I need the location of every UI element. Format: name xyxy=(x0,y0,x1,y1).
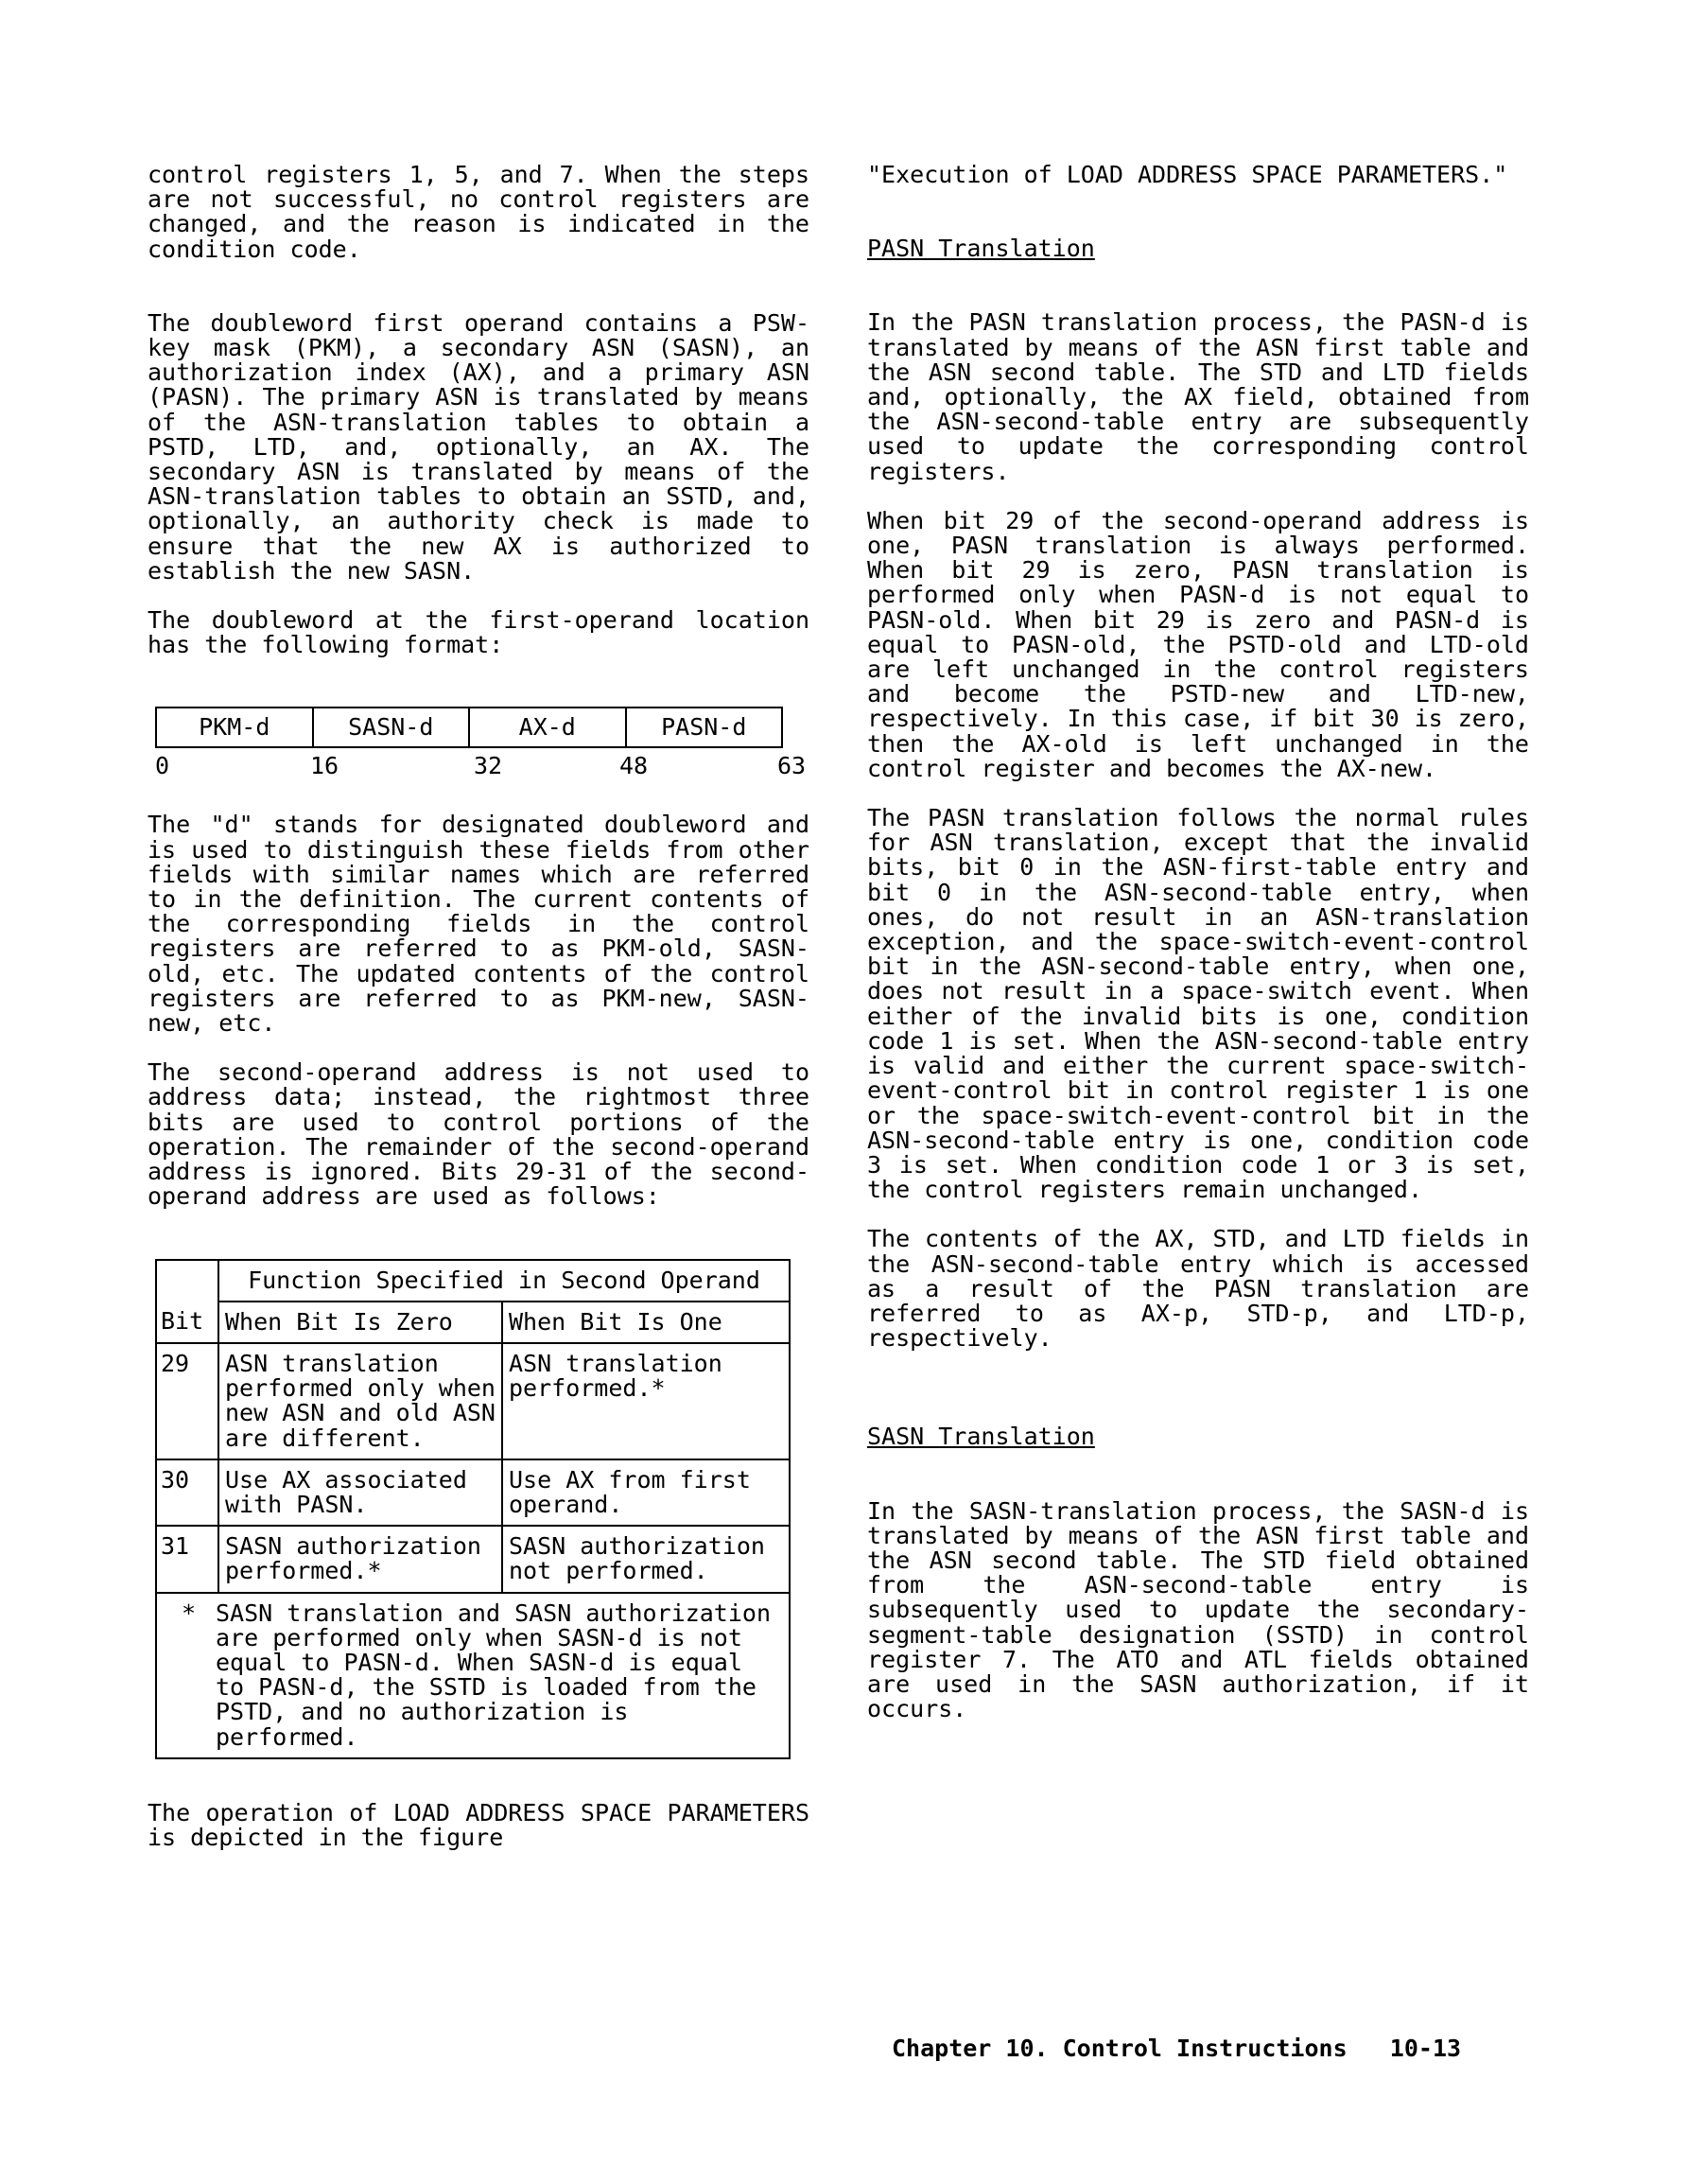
left-column xyxy=(148,163,809,1850)
bit-position: 0 xyxy=(155,752,170,780)
section-heading-pasn: PASN Translation xyxy=(867,235,1095,263)
bit-cell: 31 xyxy=(156,1526,218,1592)
format-field-row xyxy=(155,707,783,748)
bit-position: 16 xyxy=(310,752,339,780)
table-row xyxy=(156,1526,790,1592)
paragraph: In the SASN-translation process, the SASN-d is translated by means of the ASN first table and the ASN second table. The STD field obtained from the ASN-second-table entry is subsequently used to update the secondary-segment-table designation (SSTD) in control register 7. The ATO and ATL fields obtained are used in the SASN authorization, if it occurs. xyxy=(867,1496,1529,1723)
paragraph: "Execution of LOAD ADDRESS SPACE PARAMETERS." xyxy=(867,161,1508,188)
footnote-text: SASN translation and SASN authorization are performed only when SASN-d is not equal to PASN-d. When SASN-d is equal to PASN-d, the SSTD is loaded from the PSTD, and no authorization is performed. xyxy=(216,1599,771,1751)
one-cell: Use AX from first operand. xyxy=(502,1459,790,1526)
bit-position: 63 xyxy=(777,752,807,780)
footnote-marker: * xyxy=(182,1599,197,1627)
paragraph: control registers 1, 5, and 7. When the steps are not successful, no control registers are changed, and the reason is indicated in the condition code. xyxy=(148,161,809,263)
paragraph: The operation of LOAD ADDRESS SPACE PARAMETERS is depicted in the figure xyxy=(148,1798,809,1851)
paragraph: The PASN translation follows the normal rules for ASN translation, except that the invalid bits, bit 0 in the ASN-first-table entry and bit 0 in the ASN-second-table entry, when ones, do not result in an ASN-translation exception, and the space-switch-event-control bit in the ASN-second-table entry, when one, does not result in a space-switch event. When either of the invalid bits is one, condition code 1 is set. When the ASN-second-table entry is valid and either the current space-switch-event-control bit in control register 1 is one or the space-switch-event-control bit in the ASN-second-table entry is one, condition code 3 is set. When condition code 1 or 3 is set, the control registers remain unchanged. xyxy=(867,804,1529,1204)
field-sasn-d: SASN-d xyxy=(314,708,471,746)
function-table xyxy=(155,1259,791,1759)
table-row xyxy=(156,1343,790,1459)
paragraph: The doubleword first operand contains a PSW-key mask (PKM), a secondary ASN (SASN), an authorization index (AX), and a primary ASN (PASN). The primary ASN is translated by means of the ASN-translation tables to obtain a PSTD, LTD, and, optionally, an AX. The secondary ASN is translated by means of the ASN-translation tables to obtain an SSTD, and, optionally, an authority check is made to ensure that the new AX is authorized to establish the new SASN. xyxy=(148,308,809,585)
section-heading-sasn: SASN Translation xyxy=(867,1423,1095,1451)
paragraph: The "d" stands for designated doubleword and is used to distinguish these fields from other fields with similar names which are referred to in the definition. The current contents of the corresponding fields in the control registers are referred to as PKM-old, SASN-old, etc. The updated contents of the control registers are referred to as PKM-new, SASN-new, etc. xyxy=(148,811,809,1038)
page-footer: Chapter 10. Control Instructions 10-13 xyxy=(892,2035,1462,2062)
column-header-bit: Bit xyxy=(156,1302,218,1343)
one-cell: SASN authorization not performed. xyxy=(502,1526,790,1592)
bit-position: 48 xyxy=(619,752,649,780)
paragraph: When bit 29 of the second-operand address is one, PASN translation is always performed. When bit 29 is zero, PASN translation is performed only when PASN-d is not equal to PASN-old. When bit 29 is zero and PASN-d is equal to PASN-old, the PSTD-old and LTD-old are left unchanged in the control registers and become the PSTD-new and LTD-new, respectively. In this case, if bit 30 is zero, then the AX-old is left unchanged in the control register and becomes the AX-new. xyxy=(867,506,1529,782)
field-pasn-d: PASN-d xyxy=(661,713,747,742)
table-row xyxy=(156,1459,790,1526)
bit-position-scale xyxy=(148,754,809,788)
bit-position: 32 xyxy=(474,752,503,780)
field-pkm-d: PKM-d xyxy=(157,708,314,746)
table-footnote xyxy=(156,1593,790,1758)
right-column xyxy=(867,163,1529,1721)
zero-cell: Use AX associated with PASN. xyxy=(218,1459,502,1526)
paragraph: In the PASN translation process, the PASN-d is translated by means of the ASN first table and the ASN second table. The STD and LTD fields and, optionally, the AX field, obtained from the ASN-second-table entry are subsequently used to update the corresponding control registers. xyxy=(867,308,1529,485)
table-header-row xyxy=(156,1302,790,1343)
table-header-row xyxy=(156,1260,790,1302)
bit-cell: 29 xyxy=(156,1343,218,1459)
table-header-title: Function Specified in Second Operand xyxy=(218,1260,790,1302)
doubleword-format-diagram xyxy=(155,707,809,748)
field-ax-d: AX-d xyxy=(470,708,627,746)
one-cell: ASN translation performed.* xyxy=(502,1343,790,1459)
column-header-one: When Bit Is One xyxy=(502,1302,790,1343)
zero-cell: ASN translation performed only when new ASN and old ASN are different. xyxy=(218,1343,502,1459)
paragraph: The doubleword at the first-operand location has the following format: xyxy=(148,606,809,659)
column-header-zero: When Bit Is Zero xyxy=(218,1302,502,1343)
table-note-row xyxy=(156,1593,790,1758)
zero-cell: SASN authorization performed.* xyxy=(218,1526,502,1592)
paragraph: The contents of the AX, STD, and LTD fields in the ASN-second-table entry which is accessed as a result of the PASN translation are referred to as AX-p, STD-p, and LTD-p, respectively. xyxy=(867,1225,1529,1353)
paragraph: The second-operand address is not used to address data; instead, the rightmost three bits are used to control portions of the operation. The remainder of the second-operand address is ignored. Bits 29-31 of the second-operand address are used as follows: xyxy=(148,1058,809,1211)
bit-cell: 30 xyxy=(156,1459,218,1526)
